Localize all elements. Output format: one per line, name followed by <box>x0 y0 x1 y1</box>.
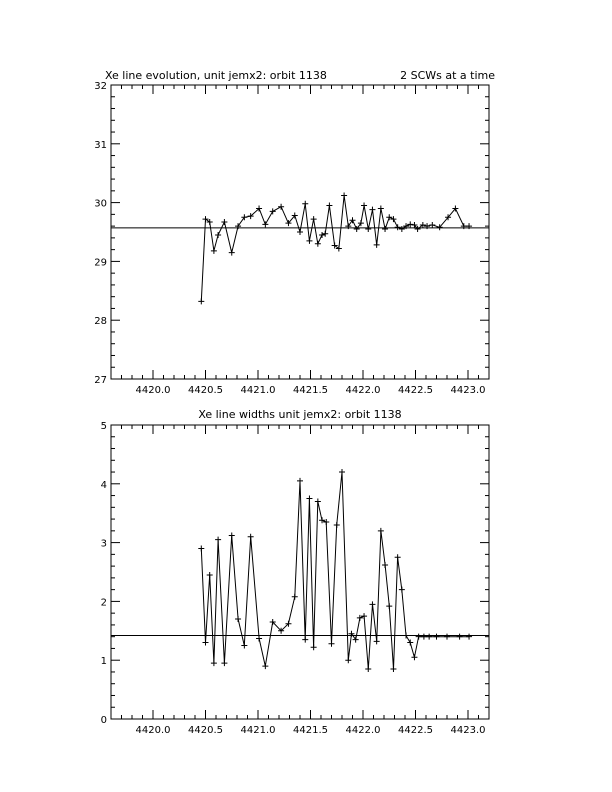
y-tick-label: 27 <box>94 375 107 386</box>
y-tick-label: 5 <box>100 421 107 432</box>
x-tick-label: 4423.0 <box>450 385 486 396</box>
chart-subtitle: 2 SCWs at a time <box>400 69 495 82</box>
y-tick-label: 31 <box>94 139 107 151</box>
x-tick-label: 4421.0 <box>240 725 276 736</box>
x-tick-label: 4421.5 <box>293 725 328 736</box>
y-tick-label: 29 <box>94 257 107 269</box>
x-tick-label: 4422.5 <box>398 385 433 396</box>
y-tick-label: 32 <box>94 81 107 92</box>
y-tick-label: 1 <box>100 656 107 668</box>
x-tick-label: 4420.0 <box>135 725 171 736</box>
x-tick-label: 4422.0 <box>345 385 381 396</box>
x-tick-label: 4422.5 <box>398 725 433 736</box>
y-tick-label: 30 <box>94 198 107 210</box>
y-tick-label: 4 <box>100 479 107 491</box>
x-tick-label: 4420.5 <box>188 385 223 396</box>
x-tick-label: 4420.5 <box>188 725 223 736</box>
x-tick-label: 4422.0 <box>345 725 381 736</box>
y-tick-label: 0 <box>100 715 107 726</box>
y-tick-label: 3 <box>100 538 107 550</box>
x-tick-label: 4421.5 <box>293 385 328 396</box>
x-tick-label: 4421.0 <box>240 385 276 396</box>
x-tick-label: 4420.0 <box>135 385 171 396</box>
x-tick-label: 4423.0 <box>450 725 486 736</box>
y-tick-label: 28 <box>94 316 107 328</box>
chart-title: Xe line widths unit jemx2: orbit 1138 <box>198 408 402 421</box>
chart-title: Xe line evolution, unit jemx2: orbit 1138 <box>105 69 327 82</box>
y-tick-label: 2 <box>100 597 107 609</box>
